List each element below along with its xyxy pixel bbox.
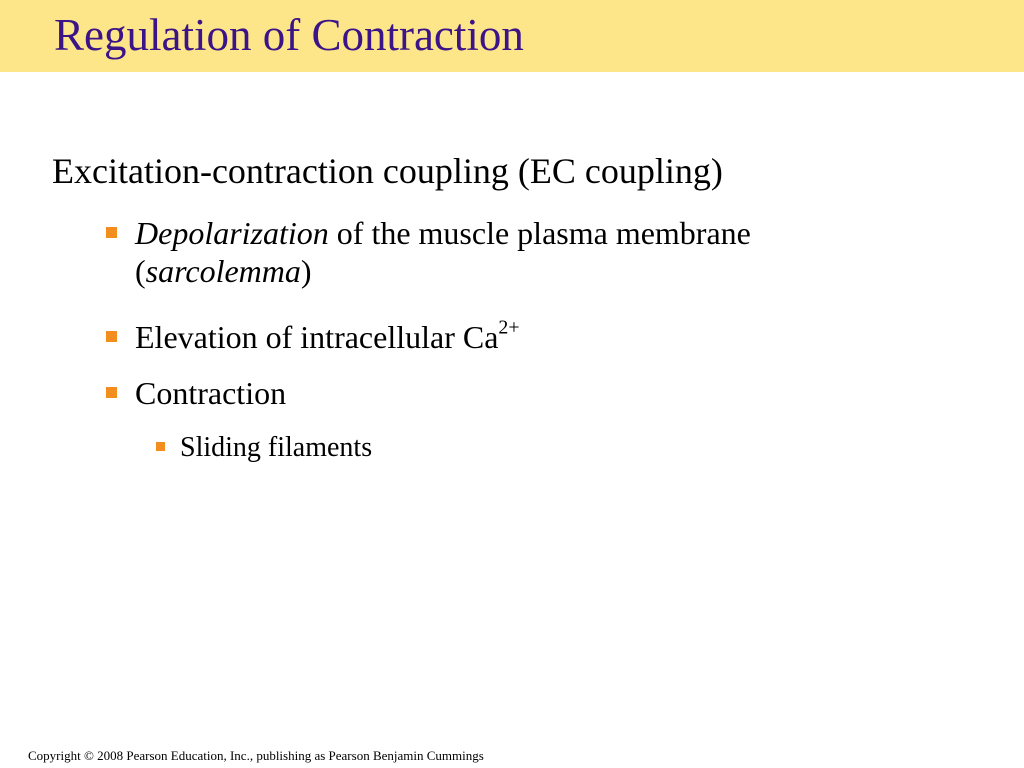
square-bullet-icon (106, 227, 117, 238)
copyright-footer: Copyright © 2008 Pearson Education, Inc., publishing as Pearson Benjamin Cummings (28, 748, 484, 763)
main-bullet-text: Excitation-contraction coupling (EC coupling) (52, 151, 723, 191)
calcium-text: Elevation of intracellular Ca (135, 319, 499, 355)
square-bullet-icon (156, 442, 165, 451)
bullet-item-calcium (135, 318, 520, 356)
sub-bullet-sliding-filaments: Sliding filaments (180, 432, 373, 463)
calcium-superscript: 2+ (498, 316, 520, 339)
depolarization-description: of the muscle plasma membrane ( (135, 215, 751, 290)
closing-parenthesis: ) (300, 253, 312, 290)
bullet-item-depolarization (135, 214, 915, 291)
bullet-item-contraction: Contraction (135, 375, 287, 411)
title-band (0, 0, 1024, 72)
sarcolemma-term: sarcolemma (145, 253, 301, 290)
slide-title: Regulation of Contraction (54, 10, 524, 60)
square-bullet-icon (106, 331, 117, 342)
depolarization-term: Depolarization (135, 215, 329, 251)
square-bullet-icon (106, 387, 117, 398)
